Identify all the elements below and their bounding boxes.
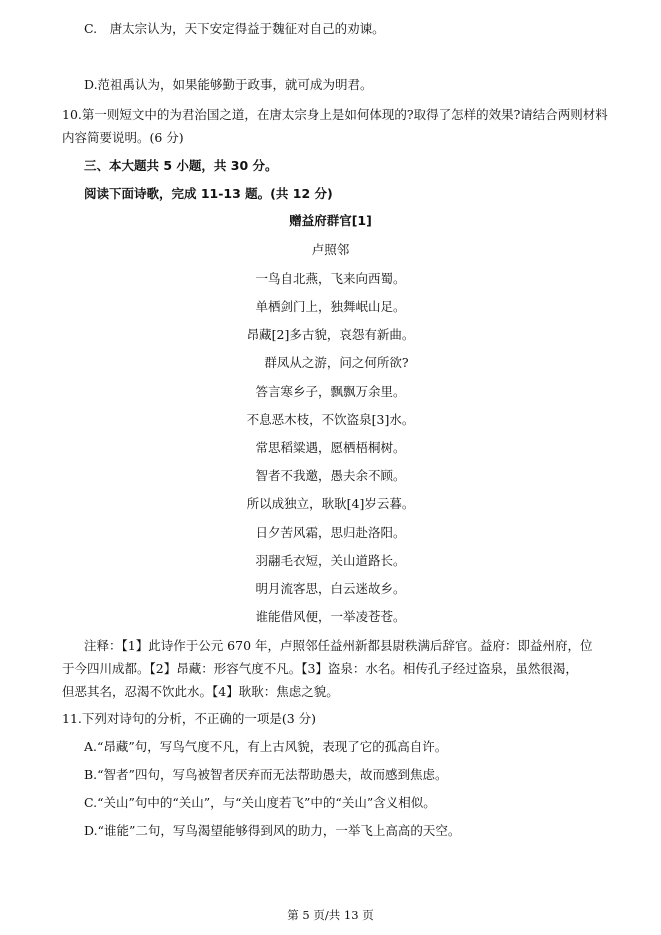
q9-option-c: C. 唐太宗认为，天下安定得益于魏征对自己的劝谏。 [84,21,385,36]
q11-option-a: A.“昂藏”句，写鸟气度不凡，有上古风貌，表现了它的孤高自许。 [84,739,448,754]
q9-option-d: D.范祖禹认为，如果能够勤于政事，就可成为明君。 [84,77,373,92]
poem-line: 群凤从之游，问之何所欲? [264,355,409,370]
notes-line1: 注释：【1】此诗作于公元 670 年，卢照邻任益州新都县尉秩满后辞官。益府：即益州府，位 [84,638,593,653]
poem-line: 明月流客思，白云迷故乡。 [255,581,406,596]
poem-line: 谁能借风便，一举凌苍苍。 [255,609,406,624]
poem-title: 赠益府群官[1] [289,213,372,228]
page-number: 第 5 页/共 13 页 [287,908,374,922]
poem-line: 日夕苦风霜，思归赴洛阳。 [255,525,406,540]
q10-stem-line1: 10.第一则短文中的为君治国之道，在唐太宗身上是如何体现的?取得了怎样的效果?请结合两则材料 [62,107,608,122]
poem-line: 单栖剑门上，独舞岷山足。 [255,299,406,314]
notes-line2: 于今四川成都。【2】昂藏：形容气度不凡。【3】盗泉：水名。相传孔子经过盗泉，虽然很渴， [62,661,578,676]
poem-line: 答言寒乡子，飘飘万余里。 [255,384,406,399]
section-heading: 三、本大题共 5 小题，共 30 分。 [84,158,278,173]
poem-line: 昂藏[2]多古貌，哀怨有新曲。 [246,327,415,342]
q11-stem: 11.下列对诗句的分析，不正确的一项是(3 分) [62,711,317,726]
q10-stem-line2: 内容简要说明。(6 分) [62,130,184,145]
notes-line3: 但恶其名，忍渴不饮此水。【4】耿耿：焦虑之貌。 [62,684,339,699]
poem-author: 卢照邻 [311,242,350,257]
poem-line: 羽翮毛衣短，关山道路长。 [255,553,406,568]
q11-option-d: D.“谁能”二句，写鸟渴望能够得到风的助力，一举飞上高高的天空。 [84,823,461,838]
poem-line: 一鸟自北燕，飞来向西蜀。 [255,271,406,286]
poem-line: 不息恶木枝，不饮盗泉[3]水。 [246,412,415,427]
q11-option-c: C.“关山”句中的“关山”，与“关山度若飞”中的“关山”含义相似。 [84,795,436,810]
poem-line: 所以成独立，耿耿[4]岁云暮。 [246,496,415,511]
q11-option-b: B.“智者”四句，写鸟被智者厌弃而无法帮助愚夫，故而感到焦虑。 [84,767,448,782]
poem-line: 常思稻粱遇，愿栖梧桐树。 [255,440,406,455]
poem-line: 智者不我邀，愚夫余不顾。 [255,468,406,483]
section-instruction: 阅读下面诗歌，完成 11-13 题。(共 12 分) [84,186,333,201]
